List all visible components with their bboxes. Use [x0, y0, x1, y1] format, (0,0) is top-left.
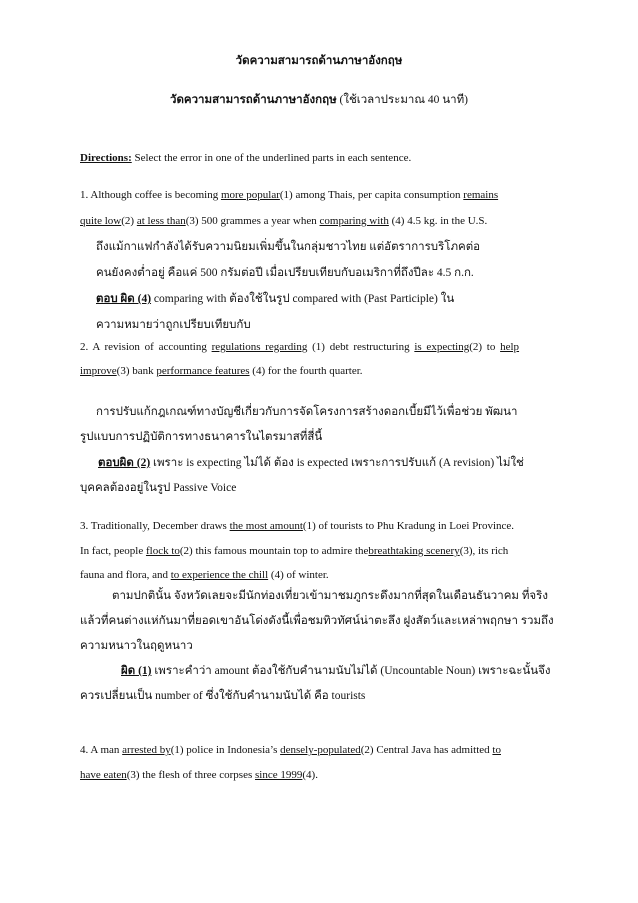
q2-answer-text: เพราะ is expecting ไม่ได้ ต้อง is expected เพราะการปรับแก้ (A revision) ไม่ใช่	[150, 457, 524, 469]
q2-text: (1) debt restructuring	[307, 341, 415, 353]
directions-label: Directions:	[80, 152, 132, 164]
q2-text: (2) to	[469, 341, 501, 353]
q1-underlined-3: at less than	[136, 215, 186, 227]
q3-answer-text: เพราะคำว่า amount ต้องใช้กับคำนามนับไม่ได้ (Uncountable Noun) เพราะฉะนั้นจึง	[151, 665, 551, 677]
q4-text: (1) police in Indonesia’s	[170, 744, 281, 756]
q4-text: (4).	[302, 769, 318, 781]
q2-text: 2. A revision of accounting	[80, 341, 212, 353]
q1-thai-line-2: คนยังคงต่ำอยู่ คือแค่ 500 กรัมต่อปี เมื่อเปรียบเทียบกับอเมริกาที่ถึงปีละ 4.5 ก.ก.	[96, 267, 474, 279]
q4-line-2	[80, 768, 318, 782]
directions	[80, 151, 411, 165]
q2-underlined-improve: improve	[80, 365, 117, 377]
q2-text: (4) for the fourth quarter.	[249, 365, 363, 377]
q1-answer	[96, 292, 454, 306]
q1-underlined-4: comparing with	[319, 215, 389, 227]
q2-answer	[98, 456, 524, 470]
q1-text: 1. Although coffee is becoming	[80, 189, 221, 201]
q3-answer-label: ผิด (1)	[121, 665, 152, 677]
q3-text: (4) of winter.	[268, 569, 329, 581]
q1-line-1	[80, 188, 498, 202]
q4-text: (3) the flesh of three corpses	[126, 769, 256, 781]
q1-underlined-1: more popular	[220, 189, 280, 201]
q2-line-1	[80, 340, 519, 354]
q1-text: (3) 500 grammes a year when	[185, 215, 320, 227]
q4-underlined-3: have eaten	[80, 769, 127, 781]
q3-underlined-2: flock to	[145, 545, 180, 557]
directions-text: Select the error in one of the underlined parts in each sentence.	[131, 152, 412, 164]
q3-text: 3. Traditionally, December draws	[80, 520, 230, 532]
q3-text: (2) this famous mountain top to admire the	[179, 545, 369, 557]
q2-underlined-4: performance features	[156, 365, 250, 377]
q2-line-2	[80, 364, 363, 378]
page-subtitle	[0, 93, 638, 107]
q3-text: fauna and flora, and	[80, 569, 171, 581]
q2-text: (3) bank	[116, 365, 157, 377]
q1-answer-line-2: ความหมายว่าถูกเปรียบเทียบกับ	[96, 319, 251, 331]
q1-line-2	[80, 214, 487, 228]
q1-answer-label: ตอบ ผิด (4)	[96, 293, 152, 305]
q3-underlined-3: breathtaking scenery	[368, 545, 460, 557]
q2-answer-label: ตอบผิด (2)	[98, 457, 151, 469]
q1-underlined-quite-low: quite low	[80, 215, 122, 227]
q2-thai-line-1: การปรับแก้กฎเกณฑ์ทางบัญชีเกี่ยวกับการจัดโครงการสร้างดอกเบี้ยมีไว้เพื่อช่วย พัฒนา	[96, 406, 518, 418]
q3-line-3	[80, 568, 329, 582]
q4-underlined-4: since 1999	[255, 769, 303, 781]
q1-text: (1) among Thais, per capita consumption	[279, 189, 464, 201]
subtitle-bold: วัดความสามารถด้านภาษาอังกฤษ	[169, 94, 337, 106]
q3-text: (3), its rich	[459, 545, 509, 557]
q3-text: In fact, people	[80, 545, 146, 557]
q4-underlined-2: densely-populated	[280, 744, 361, 756]
page-title: วัดความสามารถด้านภาษาอังกฤษ	[235, 55, 403, 67]
q2-answer-line-2: บุคคลต้องอยู่ในรูป Passive Voice	[80, 482, 237, 494]
q4-underlined-1: arrested by	[122, 744, 171, 756]
q4-underlined-to: to	[492, 744, 501, 756]
q3-answer	[121, 664, 551, 678]
q2-thai-line-2: รูปแบบการปฏิบัติการทางธนาคารในไตรมาสที่สี่นี้	[80, 431, 323, 443]
q3-thai-line-1: ตามปกตินั้น จังหวัดเลยจะมีนักท่องเที่ยวเข้ามาชมภูกระดึงมากที่สุดในเดือนธันวาคม ที่จริง	[112, 590, 548, 602]
q4-text: (2) Central Java has admitted	[360, 744, 493, 756]
q2-underlined-2: is expecting	[414, 341, 470, 353]
q1-underlined-remains: remains	[463, 189, 499, 201]
q1-thai-line-1: ถึงแม้กาแฟกำลังได้รับความนิยมเพิ่มขึ้นในกลุ่มชาวไทย แต่อัตราการบริโภคต่อ	[96, 241, 481, 253]
q3-thai-line-2: แล้วที่คนต่างแห่กันมาที่ยอดเขาอันโด่งดังนี้เพื่อชมทิวทัศน์น่าตะลึง ฝูงสัตว์และเหล่าพฤกษา รวมถึง	[80, 615, 554, 627]
q2-underlined-help: help	[500, 341, 520, 353]
q1-answer-text: comparing with ต้องใช้ในรูป compared with (Past Participle) ใน	[151, 293, 455, 305]
q3-answer-line-2: ควรเปลี่ยนเป็น number of ซึ่งใช้กับคำนามนับได้ คือ tourists	[80, 690, 366, 702]
q3-line-1	[80, 519, 514, 533]
subtitle-time: (ใช้เวลาประมาณ 40 นาที)	[336, 94, 469, 106]
q3-underlined-1: the most amount	[229, 520, 303, 532]
q1-text: (2)	[121, 215, 137, 227]
q1-text: (4) 4.5 kg. in the U.S.	[388, 215, 488, 227]
q3-text: (1) of tourists to Phu Kradung in Loei Province.	[302, 520, 515, 532]
q3-thai-line-3: ความหนาวในฤดูหนาว	[80, 640, 193, 652]
q3-line-2	[80, 544, 508, 558]
q4-text: 4. A man	[80, 744, 123, 756]
q3-underlined-4: to experience the chill	[170, 569, 269, 581]
q4-line-1	[80, 743, 501, 757]
q2-underlined-1: regulations regarding	[211, 341, 308, 353]
